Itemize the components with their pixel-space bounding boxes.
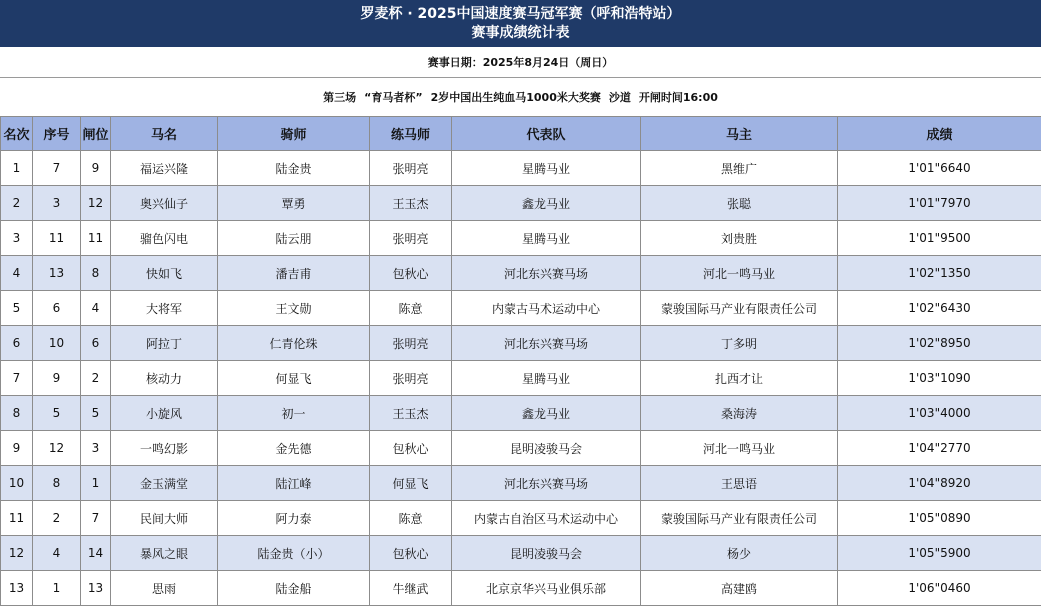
number-cell: 11 [33,221,81,256]
jockey-cell: 潘吉甫 [218,256,370,291]
time-cell: 1'01"9500 [838,221,1041,256]
time-cell: 1'06"0460 [838,571,1041,606]
number-cell: 12 [33,431,81,466]
col-gate: 闸位 [81,117,111,151]
number-cell: 1 [33,571,81,606]
jockey-cell: 仁青伦珠 [218,326,370,361]
trainer-cell: 包秋心 [370,536,452,571]
number-cell: 6 [33,291,81,326]
number-cell: 9 [33,361,81,396]
team-cell: 昆明凌骏马会 [452,431,641,466]
col-jockey: 骑师 [218,117,370,151]
team-cell: 河北东兴赛马场 [452,326,641,361]
time-cell: 1'03"1090 [838,361,1041,396]
number-cell: 8 [33,466,81,501]
table-row [1,431,1041,466]
gate-cell: 2 [81,361,111,396]
trainer-cell: 张明亮 [370,151,452,186]
gate-cell: 4 [81,291,111,326]
horse-cell: 思雨 [111,571,218,606]
gate-cell: 14 [81,536,111,571]
col-trainer: 练马师 [370,117,452,151]
event-date: 赛事日期：2025年8月24日（周日） [428,54,614,70]
col-horse: 马名 [111,117,218,151]
owner-cell: 高建鸥 [641,571,838,606]
horse-cell: 一鸣幻影 [111,431,218,466]
owner-cell: 扎西才让 [641,361,838,396]
owner-cell: 张聪 [641,186,838,221]
owner-cell: 河北一鸣马业 [641,431,838,466]
number-cell: 13 [33,256,81,291]
time-cell: 1'03"4000 [838,396,1041,431]
team-cell: 内蒙古马术运动中心 [452,291,641,326]
trainer-cell: 张明亮 [370,326,452,361]
jockey-cell: 陆江峰 [218,466,370,501]
event-title: 罗麦杯 · 2025中国速度赛马冠军赛（呼和浩特站） [360,5,680,24]
number-cell: 2 [33,501,81,536]
horse-cell: 奥兴仙子 [111,186,218,221]
team-cell: 北京京华兴马业俱乐部 [452,571,641,606]
trainer-cell: 何显飞 [370,466,452,501]
jockey-cell: 阿力泰 [218,501,370,536]
owner-cell: 蒙骏国际马产业有限责任公司 [641,291,838,326]
team-cell: 河北东兴赛马场 [452,466,641,501]
table-row [1,291,1041,326]
team-cell: 鑫龙马业 [452,396,641,431]
table-row [1,326,1041,361]
jockey-cell: 金先德 [218,431,370,466]
trainer-cell: 陈意 [370,291,452,326]
owner-cell: 刘贵胜 [641,221,838,256]
time-cell: 1'05"5900 [838,536,1041,571]
trainer-cell: 张明亮 [370,221,452,256]
trainer-cell: 包秋心 [370,256,452,291]
trainer-cell: 王玉杰 [370,186,452,221]
time-cell: 1'01"6640 [838,151,1041,186]
gate-cell: 5 [81,396,111,431]
race-info-row [0,78,1041,116]
gate-cell: 3 [81,431,111,466]
jockey-cell: 何显飞 [218,361,370,396]
rank-cell: 10 [1,466,33,501]
jockey-cell: 陆云朋 [218,221,370,256]
time-cell: 1'04"8920 [838,466,1041,501]
number-cell: 3 [33,186,81,221]
horse-cell: 快如飞 [111,256,218,291]
event-subtitle: 赛事成绩统计表 [472,24,570,43]
horse-cell: 金玉满堂 [111,466,218,501]
rank-cell: 8 [1,396,33,431]
team-cell: 星腾马业 [452,221,641,256]
team-cell: 鑫龙马业 [452,186,641,221]
horse-cell: 阿拉丁 [111,326,218,361]
owner-cell: 杨少 [641,536,838,571]
rank-cell: 1 [1,151,33,186]
horse-cell: 福运兴隆 [111,151,218,186]
jockey-cell: 陆金贵 [218,151,370,186]
table-row [1,221,1041,256]
table-row [1,186,1041,221]
table-row [1,466,1041,501]
col-time: 成绩 [838,117,1041,151]
col-number: 序号 [33,117,81,151]
gate-cell: 1 [81,466,111,501]
rank-cell: 13 [1,571,33,606]
team-cell: 星腾马业 [452,151,641,186]
number-cell: 10 [33,326,81,361]
owner-cell: 桑海涛 [641,396,838,431]
col-rank: 名次 [1,117,33,151]
race-start-time: 开闸时间16:00 [639,89,718,105]
table-row [1,501,1041,536]
table-row [1,151,1041,186]
race-number: 第三场 [323,89,356,105]
trainer-cell: 王玉杰 [370,396,452,431]
time-cell: 1'02"8950 [838,326,1041,361]
col-owner: 马主 [641,117,838,151]
horse-cell: 大将军 [111,291,218,326]
team-cell: 昆明凌骏马会 [452,536,641,571]
trainer-cell: 牛继武 [370,571,452,606]
owner-cell: 丁多明 [641,326,838,361]
results-body [1,151,1041,606]
number-cell: 5 [33,396,81,431]
table-row [1,361,1041,396]
col-team: 代表队 [452,117,641,151]
table-row [1,571,1041,606]
results-table [0,116,1041,606]
owner-cell: 河北一鸣马业 [641,256,838,291]
race-description: 2岁中国出生纯血马1000米大奖赛 [431,89,601,105]
owner-cell: 黑维广 [641,151,838,186]
owner-cell: 蒙骏国际马产业有限责任公司 [641,501,838,536]
horse-cell: 暴风之眼 [111,536,218,571]
rank-cell: 6 [1,326,33,361]
jockey-cell: 陆金贵（小） [218,536,370,571]
rank-cell: 5 [1,291,33,326]
jockey-cell: 覃勇 [218,186,370,221]
gate-cell: 6 [81,326,111,361]
team-cell: 河北东兴赛马场 [452,256,641,291]
rank-cell: 12 [1,536,33,571]
number-cell: 7 [33,151,81,186]
trainer-cell: 包秋心 [370,431,452,466]
date-row [0,47,1041,78]
team-cell: 星腾马业 [452,361,641,396]
race-name: “育马者杯” [364,89,422,105]
title-bar [0,0,1041,47]
time-cell: 1'02"6430 [838,291,1041,326]
table-row [1,396,1041,431]
time-cell: 1'04"2770 [838,431,1041,466]
table-row [1,536,1041,571]
time-cell: 1'05"0890 [838,501,1041,536]
gate-cell: 11 [81,221,111,256]
trainer-cell: 张明亮 [370,361,452,396]
rank-cell: 9 [1,431,33,466]
gate-cell: 12 [81,186,111,221]
jockey-cell: 王文勋 [218,291,370,326]
rank-cell: 3 [1,221,33,256]
gate-cell: 13 [81,571,111,606]
horse-cell: 骝色闪电 [111,221,218,256]
jockey-cell: 陆金船 [218,571,370,606]
jockey-cell: 初一 [218,396,370,431]
gate-cell: 8 [81,256,111,291]
rank-cell: 4 [1,256,33,291]
race-track: 沙道 [609,89,631,105]
horse-cell: 小旋风 [111,396,218,431]
rank-cell: 7 [1,361,33,396]
trainer-cell: 陈意 [370,501,452,536]
horse-cell: 核动力 [111,361,218,396]
rank-cell: 11 [1,501,33,536]
time-cell: 1'02"1350 [838,256,1041,291]
table-row [1,256,1041,291]
horse-cell: 民间大师 [111,501,218,536]
table-header-row [1,117,1041,151]
time-cell: 1'01"7970 [838,186,1041,221]
team-cell: 内蒙古自治区马术运动中心 [452,501,641,536]
number-cell: 4 [33,536,81,571]
owner-cell: 王思语 [641,466,838,501]
rank-cell: 2 [1,186,33,221]
gate-cell: 7 [81,501,111,536]
gate-cell: 9 [81,151,111,186]
